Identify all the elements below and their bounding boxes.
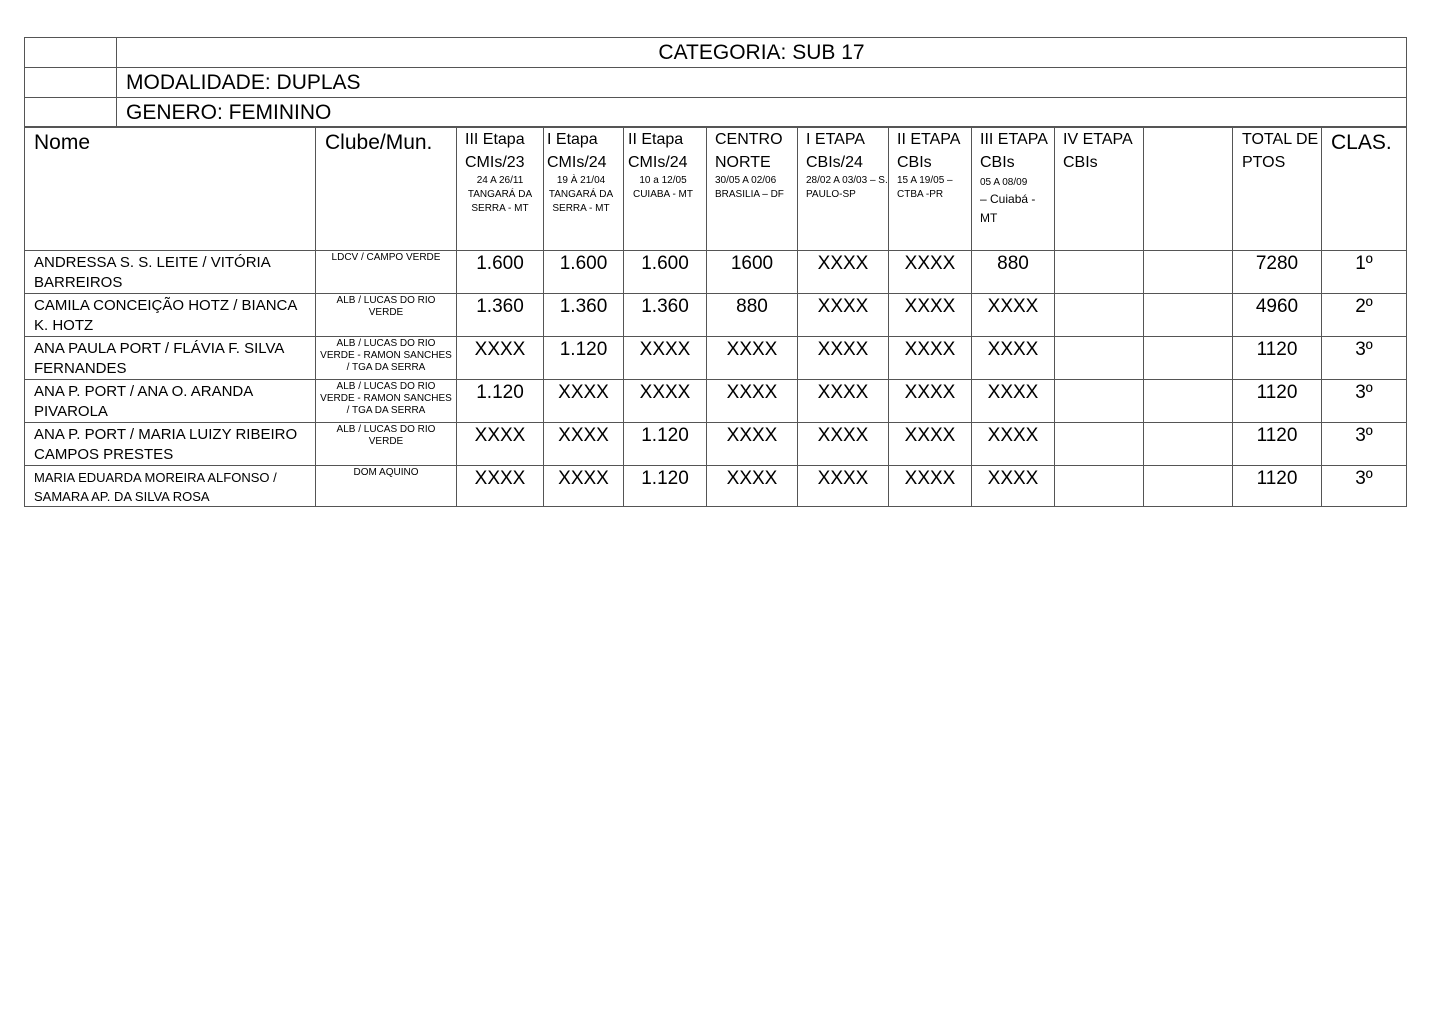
- col-header-stage-8: [1055, 127, 1144, 251]
- stage-points-cell: 880: [972, 251, 1055, 294]
- club-cell: LDCV / CAMPO VERDE: [316, 251, 457, 294]
- classification-cell: 2º: [1322, 294, 1407, 337]
- table-row: [25, 423, 1407, 466]
- stage-points-cell: 1.360: [457, 294, 544, 337]
- total-points-cell: 7280: [1233, 251, 1322, 294]
- stage-points-cell: XXXX: [624, 380, 707, 423]
- stage-points-cell: [1144, 380, 1233, 423]
- stage-points-cell: [1144, 337, 1233, 380]
- stage-points-cell: [1055, 251, 1144, 294]
- total-points-cell: 1120: [1233, 380, 1322, 423]
- stage-title: I Etapa CMIs/24: [547, 131, 607, 171]
- col-header-stage-7: [972, 127, 1055, 251]
- categoria-row: [25, 38, 1407, 68]
- club-cell: ALB / LUCAS DO RIO VERDE - RAMON SANCHES / TGA DA SERRA: [316, 380, 457, 423]
- col-header-blank: [1144, 127, 1233, 251]
- stage-place: – Cuiabá - MT: [980, 192, 1036, 225]
- stage-points-cell: XXXX: [798, 466, 889, 507]
- stage-title: II ETAPA CBIs: [897, 131, 960, 171]
- stage-title: II Etapa CMIs/24: [628, 131, 688, 171]
- col-header-clube: Clube/Mun.: [316, 127, 457, 251]
- stage-points-cell: XXXX: [889, 380, 972, 423]
- stage-title: III Etapa CMIs/23: [465, 131, 525, 171]
- stage-date: 10 a 12/05 CUIABA - MT: [632, 175, 693, 200]
- stage-points-cell: XXXX: [707, 380, 798, 423]
- header-blank-cell: [25, 38, 117, 68]
- stage-points-cell: XXXX: [889, 423, 972, 466]
- stage-points-cell: XXXX: [889, 251, 972, 294]
- stage-points-cell: XXXX: [707, 337, 798, 380]
- stage-points-cell: XXXX: [798, 423, 889, 466]
- pair-name-cell: ANA P. PORT / ANA O. ARANDA PIVAROLA: [25, 380, 316, 423]
- column-header-row: [25, 127, 1407, 251]
- genero-row: [25, 98, 1407, 128]
- stage-title: IV ETAPA CBIs: [1063, 131, 1132, 171]
- header-blank-cell: [25, 98, 117, 128]
- stage-points-cell: 880: [707, 294, 798, 337]
- stage-points-cell: [1144, 466, 1233, 507]
- table-row: [25, 466, 1407, 507]
- col-header-stage-6: [889, 127, 972, 251]
- stage-points-cell: XXXX: [972, 466, 1055, 507]
- stage-points-cell: 1.120: [544, 337, 624, 380]
- stage-points-cell: XXXX: [624, 337, 707, 380]
- modalidade-label: MODALIDADE: DUPLAS: [117, 68, 1407, 98]
- club-cell: ALB / LUCAS DO RIO VERDE: [316, 294, 457, 337]
- ranking-table: [24, 126, 1407, 507]
- stage-points-cell: 1.120: [624, 466, 707, 507]
- total-points-cell: 1120: [1233, 337, 1322, 380]
- genero-label: GENERO: FEMININO: [117, 98, 1407, 128]
- stage-date: 28/02 A 03/03 – S. PAULO-SP: [806, 175, 888, 200]
- stage-points-cell: XXXX: [972, 294, 1055, 337]
- stage-points-cell: XXXX: [707, 423, 798, 466]
- stage-points-cell: 1.600: [457, 251, 544, 294]
- stage-points-cell: [1144, 251, 1233, 294]
- stage-points-cell: [1144, 294, 1233, 337]
- classification-cell: 3º: [1322, 466, 1407, 507]
- stage-points-cell: 1.360: [624, 294, 707, 337]
- col-header-stage-5: [798, 127, 889, 251]
- stage-points-cell: [1055, 423, 1144, 466]
- col-header-clas: CLAS.: [1322, 127, 1407, 251]
- stage-points-cell: XXXX: [889, 466, 972, 507]
- stage-date: 19 À 21/04 TANGARÁ DA SERRA - MT: [548, 175, 614, 214]
- total-points-cell: 1120: [1233, 466, 1322, 507]
- pair-name-cell: MARIA EDUARDA MOREIRA ALFONSO / SAMARA AP. DA SILVA ROSA: [25, 466, 316, 507]
- stage-points-cell: XXXX: [457, 423, 544, 466]
- classification-cell: 1º: [1322, 251, 1407, 294]
- col-header-stage-3: [624, 127, 707, 251]
- stage-points-cell: XXXX: [707, 466, 798, 507]
- stage-points-cell: 1600: [707, 251, 798, 294]
- stage-points-cell: [1055, 380, 1144, 423]
- stage-points-cell: XXXX: [544, 380, 624, 423]
- table-row: [25, 294, 1407, 337]
- classification-cell: 3º: [1322, 380, 1407, 423]
- stage-points-cell: XXXX: [889, 337, 972, 380]
- stage-date: 30/05 A 02/06 BRASILIA – DF: [715, 175, 784, 200]
- categoria-label: CATEGORIA: SUB 17: [117, 38, 1407, 68]
- stage-points-cell: XXXX: [798, 294, 889, 337]
- club-cell: DOM AQUINO: [316, 466, 457, 507]
- stage-points-cell: XXXX: [457, 337, 544, 380]
- stage-points-cell: 1.600: [624, 251, 707, 294]
- club-cell: ALB / LUCAS DO RIO VERDE - RAMON SANCHES / TGA DA SERRA: [316, 337, 457, 380]
- stage-points-cell: XXXX: [457, 466, 544, 507]
- pair-name-cell: ANA PAULA PORT / FLÁVIA F. SILVA FERNANDES: [25, 337, 316, 380]
- table-row: [25, 251, 1407, 294]
- stage-date: 24 A 26/11 TANGARÁ DA SERRA - MT: [467, 175, 533, 214]
- stage-points-cell: XXXX: [798, 337, 889, 380]
- col-header-stage-4: [707, 127, 798, 251]
- stage-points-cell: [1055, 337, 1144, 380]
- modalidade-row: [25, 68, 1407, 98]
- classification-cell: 3º: [1322, 337, 1407, 380]
- stage-points-cell: XXXX: [798, 251, 889, 294]
- stage-title: CENTRO NORTE: [715, 131, 783, 171]
- stage-points-cell: XXXX: [544, 466, 624, 507]
- col-header-stage-1: [457, 127, 544, 251]
- stage-points-cell: XXXX: [889, 294, 972, 337]
- stage-date: 05 A 08/09: [980, 177, 1028, 188]
- stage-points-cell: [1055, 466, 1144, 507]
- col-header-nome: Nome: [25, 127, 316, 251]
- stage-points-cell: 1.600: [544, 251, 624, 294]
- stage-points-cell: XXXX: [798, 380, 889, 423]
- stage-points-cell: [1144, 423, 1233, 466]
- pair-name-cell: CAMILA CONCEIÇÃO HOTZ / BIANCA K. HOTZ: [25, 294, 316, 337]
- table-row: [25, 380, 1407, 423]
- stage-date: 15 A 19/05 – CTBA -PR: [897, 175, 953, 200]
- stage-points-cell: [1055, 294, 1144, 337]
- stage-points-cell: 1.120: [624, 423, 707, 466]
- stage-points-cell: XXXX: [972, 380, 1055, 423]
- stage-points-cell: 1.120: [457, 380, 544, 423]
- total-points-cell: 4960: [1233, 294, 1322, 337]
- total-points-cell: 1120: [1233, 423, 1322, 466]
- stage-title: I ETAPA CBIs/24: [806, 131, 865, 171]
- pair-name-cell: ANDRESSA S. S. LEITE / VITÓRIA BARREIROS: [25, 251, 316, 294]
- pair-name-cell: ANA P. PORT / MARIA LUIZY RIBEIRO CAMPOS PRESTES: [25, 423, 316, 466]
- stage-points-cell: XXXX: [972, 337, 1055, 380]
- col-header-stage-2: [544, 127, 624, 251]
- category-header-box: [24, 37, 1407, 128]
- col-header-total: TOTAL DE PTOS: [1233, 127, 1322, 251]
- stage-title: III ETAPA CBIs: [980, 131, 1047, 171]
- classification-cell: 3º: [1322, 423, 1407, 466]
- club-cell: ALB / LUCAS DO RIO VERDE: [316, 423, 457, 466]
- stage-points-cell: XXXX: [544, 423, 624, 466]
- table-row: [25, 337, 1407, 380]
- header-blank-cell: [25, 68, 117, 98]
- stage-points-cell: 1.360: [544, 294, 624, 337]
- stage-points-cell: XXXX: [972, 423, 1055, 466]
